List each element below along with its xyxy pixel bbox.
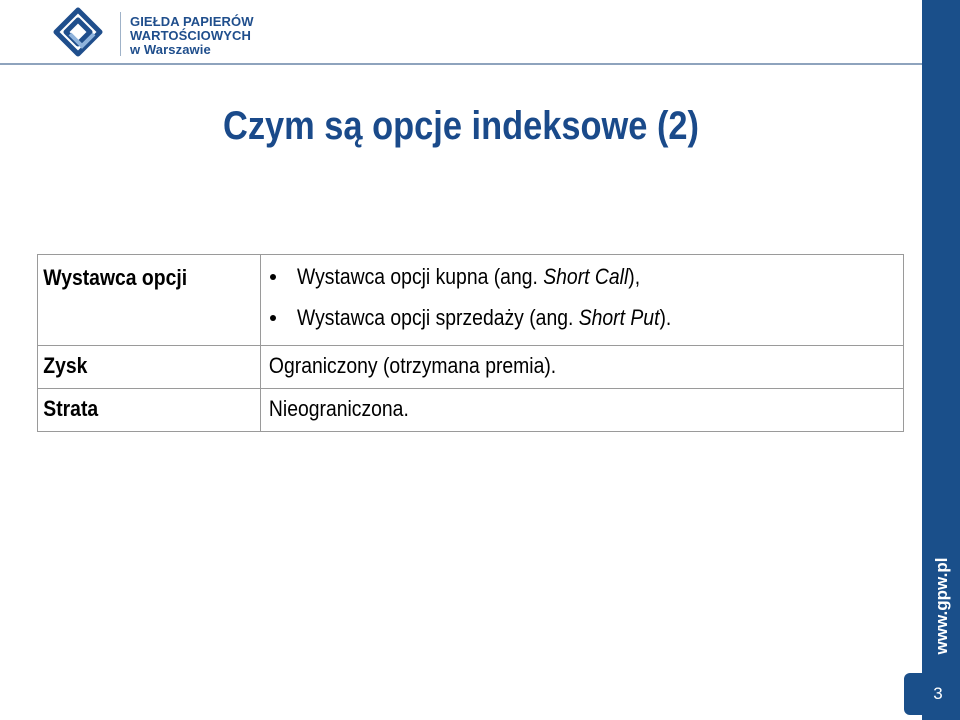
bullet-icon [270, 274, 276, 280]
list-item-prefix: Wystawca opcji kupna (ang. [297, 264, 544, 289]
list-item-text [297, 263, 640, 291]
row-value-cell [261, 389, 904, 432]
row-label-cell [38, 255, 261, 346]
website-url-text: www.gpw.pl [932, 557, 951, 655]
row-value: Ograniczony (otrzymana premia). [268, 353, 557, 378]
writer-types-list [261, 263, 903, 345]
row-label: Wystawca opcji [43, 265, 188, 290]
row-value-cell [261, 255, 904, 346]
list-item-prefix: Wystawca opcji sprzedaży (ang. [297, 305, 579, 330]
logo-line-1: GIEŁDA PAPIERÓW [130, 14, 254, 29]
logo-wordmark [130, 15, 254, 57]
list-item-term: Short Call [543, 264, 629, 289]
row-value-cell [261, 346, 904, 389]
row-value: Nieograniczona. [268, 396, 409, 421]
page-number: 3 [933, 684, 943, 703]
list-item-suffix: ). [659, 305, 672, 330]
row-label-cell [38, 346, 261, 389]
list-item [261, 304, 903, 345]
row-label: Zysk [43, 353, 88, 378]
slide-title: Czym są opcje indeksowe (2) [222, 104, 700, 148]
logo-divider [120, 12, 121, 56]
table-row [38, 255, 904, 346]
gpw-logo-mark-icon [48, 6, 108, 60]
list-item-text [297, 304, 671, 332]
logo-line-2: WARTOŚCIOWYCH [130, 28, 251, 43]
list-item [261, 263, 903, 304]
list-item-term: Short Put [578, 305, 660, 330]
logo-line-3: w Warszawie [130, 42, 211, 57]
table-row [38, 346, 904, 389]
row-label: Strata [43, 396, 99, 421]
header-divider [0, 63, 922, 65]
table-row [38, 389, 904, 432]
page-number-tab [904, 673, 960, 715]
website-url [932, 556, 952, 656]
gpw-logo [48, 6, 258, 60]
options-info-table [37, 254, 904, 432]
list-item-suffix: ), [628, 264, 641, 289]
bullet-icon [270, 315, 276, 321]
row-label-cell [38, 389, 261, 432]
